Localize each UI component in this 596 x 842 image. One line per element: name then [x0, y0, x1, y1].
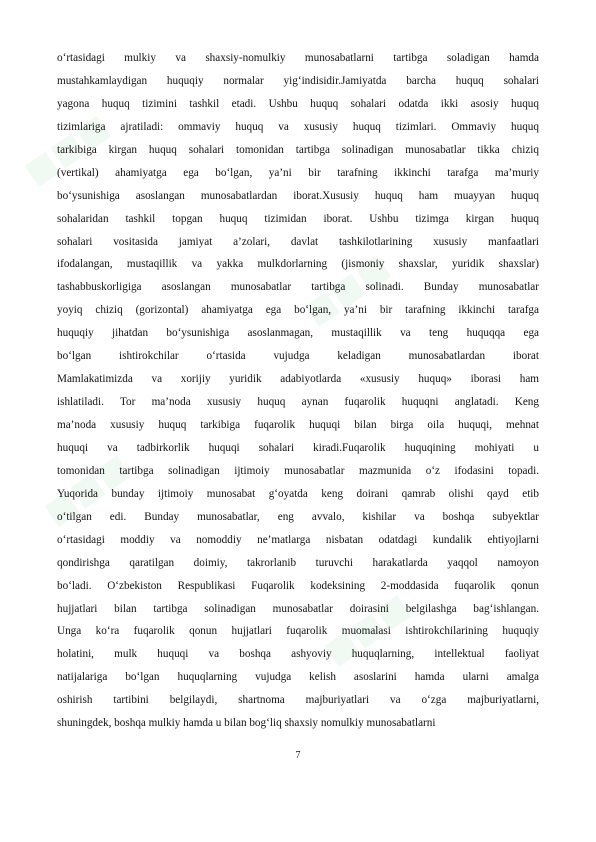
text-line: qondirishga qaratilgan doimiy, takrorlanib turuvchi harakatlarda yaqqol namoyon — [57, 556, 539, 569]
text-line: yagona huquq tizimini tashkil etadi. Ushbu huquq sohalari odatda ikki asosiy huquq — [57, 97, 539, 110]
text-line: tizimlariga ajratiladi: ommaviy huquq va xususiy huquq tizimlari. Ommaviy huquq — [57, 120, 539, 133]
body-text — [57, 47, 539, 735]
text-line: bo‘ysunishiga asoslangan munosabatlardan iborat.Xususiy huquq ham muayyan huquq — [57, 189, 539, 202]
text-line: mustahkamlaydigan huquqiy normalar yig‘indisidir.Jamiyatda barcha huquq sohalari — [57, 74, 539, 87]
text-line: holatini, mulk huquqi va boshqa ashyoviy huquqlarning, intellektual faoliyat — [57, 648, 539, 661]
text-line: shuningdek, boshqa mulkiy hamda u bilan bog‘liq shaxsiy nomulkiy munosabatlarni — [57, 717, 436, 730]
text-line: Mamlakatimizda va xorijiy yuridik adabiyotlarda «xususiy huquq» iborasi ham — [57, 373, 539, 386]
text-line: huquqi va tadbirkorlik huquqi sohalari kiradi.Fuqarolik huquqining mohiyati u — [57, 441, 539, 454]
text-line: oshirish tartibini belgilaydi, shartnoma majburiyatlari va o‘zga majburiyatlarni, — [57, 694, 539, 707]
text-line: o‘tilgan edi. Bunday munosabatlar, eng avvalo, kishilar va boshqa subyektlar — [57, 510, 539, 523]
text-line: bo‘ladi. O‘zbekiston Respublikasi Fuqarolik kodeksining 2-moddasida fuqarolik qonun — [57, 579, 539, 592]
text-line: tarkibiga kirgan huquq sohalari tomonidan tartibga solinadigan munosabatlar tikka chiziq — [57, 143, 539, 156]
text-line: tomonidan tartibga solinadigan ijtimoiy munosabatlar mazmunida o‘z ifodasini topadi. — [57, 464, 539, 477]
text-line: ifodalangan, mustaqillik va yakka mulkdorlarning (jismoniy shaxslar, yuridik shaxslar) — [57, 258, 539, 271]
page-number: 7 — [295, 750, 301, 761]
text-line: natijalariga bo‘lgan huquqlarning vujudga kelish asoslarini hamda ularni amalga — [57, 671, 539, 684]
text-line: sohalaridan tashkil topgan huquq tizimidan iborat. Ushbu tizimga kirgan huquq — [57, 212, 539, 225]
text-line: Yuqorida bunday ijtimoiy munosabat g‘oyatda keng doirani qamrab olishi qayd etib — [57, 487, 539, 500]
text-line: ma’noda xususiy huquq tarkibiga fuqarolik huquqi bilan birga oila huquqi, mehnat — [57, 419, 539, 431]
text-line: bo‘lgan ishtirokchilar o‘rtasida vujudga keladigan munosabatlardan iborat — [57, 350, 539, 363]
text-line: Unga ko‘ra fuqarolik qonun hujjatlari fuqarolik muomalasi ishtirokchilarining huquqiy — [57, 625, 539, 638]
text-line: sohalari vositasida jamiyat a’zolari, davlat tashkilotlarining xususiy manfaatlari — [57, 235, 539, 248]
text-line: huquqiy jihatdan bo‘ysunishiga asoslanmagan, mustaqillik va teng huquqqa ega — [57, 327, 539, 340]
text-line: o‘rtasidagi mulkiy va shaxsiy-nomulkiy munosabatlarni tartibga soladigan hamda — [57, 52, 539, 64]
text-line: tashabbuskorligiga asoslangan munosabatlar tartibga solinadi. Bunday munosabatlar — [57, 281, 539, 294]
text-line: hujjatlari bilan tartibga solinadigan munosabatlar doirasini belgilashga bag‘ishlangan. — [57, 602, 539, 615]
text-line: (vertikal) ahamiyatga ega bo‘lgan, ya’ni bir tarafning ikkinchi tarafga ma’muriy — [57, 166, 539, 179]
text-line: ishlatiladi. Tor ma’noda xususiy huquq aynan fuqarolik huquqni anglatadi. Keng — [57, 396, 539, 409]
text-line: yoyiq chiziq (gorizontal) ahamiyatga ega bo‘lgan, ya’ni bir tarafning ikkinchi tarafga — [57, 304, 539, 317]
text-line: o‘rtasidagi moddiy va nomoddiy ne’matlarga nisbatan odatdagi kundalik ehtiyojlarni — [57, 533, 539, 546]
background-watermark: ■■■ ■■■ ■■■ ■■■ — [11, 99, 423, 681]
